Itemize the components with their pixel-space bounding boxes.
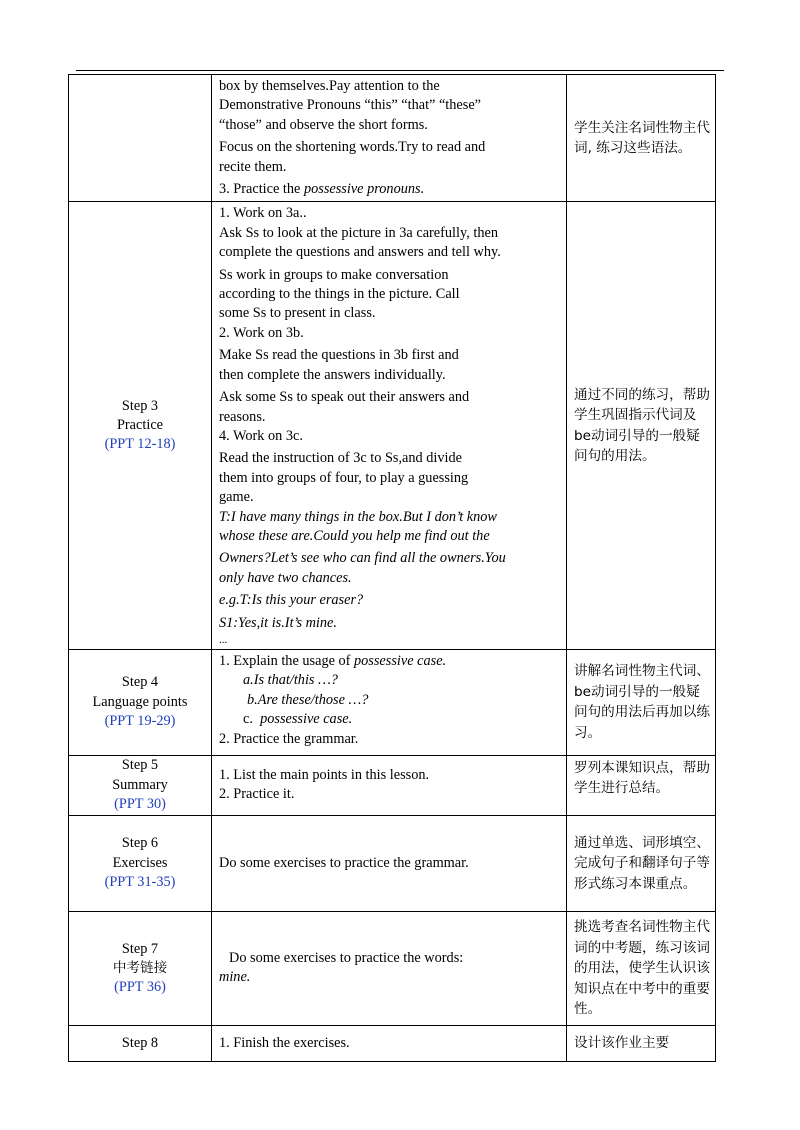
activity-line: some Ss to present in class. xyxy=(219,305,376,322)
activity-line: 1. List the main points in this lesson. xyxy=(219,767,430,784)
activity-line: game. xyxy=(219,489,254,506)
note-text: 挑选考查名词性物主代词的中考题，练习该词的用法，使学生认识该知识点在中考中的重要性。 xyxy=(574,919,710,1018)
note-text: 设计该作业主要 xyxy=(574,1035,670,1052)
activity-line: 1. Finish the exercises. xyxy=(219,1034,350,1051)
step-cell xyxy=(69,815,212,911)
activity-line: complete the questions and answers and tell why. xyxy=(219,244,501,261)
ppt-reference: (PPT 19-29) xyxy=(104,713,176,730)
activity-line: Ss work in groups to make conversation xyxy=(219,266,449,283)
activity-line: Read the instruction of 3c to Ss,and divide xyxy=(219,450,463,467)
activity-line: S1:Yes,it is.It’s mine. xyxy=(219,614,337,631)
activity-line: Owners?Let’s see who can find all the owners.You xyxy=(219,550,506,567)
activity-line: reasons. xyxy=(219,408,266,425)
table-row xyxy=(69,75,716,202)
activity-line: according to the things in the picture. Call xyxy=(219,286,460,303)
note-text: 罗列本课知识点，帮助学生进行总结。 xyxy=(574,759,710,797)
lesson-plan-table xyxy=(68,74,716,1062)
step-cell xyxy=(69,755,212,815)
activity-line: Focus on the shortening words.Try to read and xyxy=(219,139,486,156)
activity-line: 4. Work on 3c. xyxy=(219,427,303,444)
ppt-reference: (PPT 30) xyxy=(114,796,166,813)
table-row xyxy=(69,911,716,1025)
note-text: 讲解名词性物主代词、be动词引导的一般疑问句的用法后再加以练习。 xyxy=(574,663,710,741)
step-number: Step 7 xyxy=(121,940,159,957)
activity-line: 3. Practice the possessive pronouns. xyxy=(219,181,425,198)
activity-line: T:I have many things in the box.But I don’t know xyxy=(219,508,497,525)
note-cell xyxy=(567,911,716,1025)
activity-cell xyxy=(212,815,567,911)
activity-line: ... xyxy=(219,633,228,646)
activity-line: c. possessive case. xyxy=(243,711,353,728)
activity-line: box by themselves.Pay attention to the xyxy=(219,78,440,94)
step-cell xyxy=(69,1025,212,1061)
activity-cell xyxy=(212,75,567,202)
note-cell xyxy=(567,755,716,815)
step-number: Step 3 xyxy=(121,397,159,414)
activity-line: e.g.T:Is this your eraser? xyxy=(219,592,364,609)
activity-line: only have two chances. xyxy=(219,569,352,586)
step-cell xyxy=(69,911,212,1025)
activity-line: 1. Work on 3a.. xyxy=(219,205,307,222)
note-cell xyxy=(567,815,716,911)
activity-line: b.Are these/those …? xyxy=(247,691,369,708)
activity-cell xyxy=(212,1025,567,1061)
step-number: Step 5 xyxy=(121,757,159,774)
note-cell xyxy=(567,1025,716,1061)
activity-cell xyxy=(212,649,567,755)
activity-line: then complete the answers individually. xyxy=(219,366,446,383)
table-row xyxy=(69,815,716,911)
note-cell xyxy=(567,75,716,202)
table-row xyxy=(69,202,716,650)
note-cell xyxy=(567,649,716,755)
activity-cell xyxy=(212,202,567,650)
step-cell xyxy=(69,202,212,650)
activity-line: 1. Explain the usage of possessive case. xyxy=(219,652,447,669)
activity-line: “those” and observe the short forms. xyxy=(219,116,428,133)
activity-line: whose these are.Could you help me find out the xyxy=(219,527,490,544)
activity-line: Make Ss read the questions in 3b first and xyxy=(219,347,459,364)
ppt-reference: (PPT 36) xyxy=(114,978,166,995)
note-cell xyxy=(567,202,716,650)
step-title: 中考链接 xyxy=(112,959,168,976)
table-row xyxy=(69,649,716,755)
ppt-reference: (PPT 12-18) xyxy=(104,436,176,453)
activity-line: Ask Ss to look at the picture in 3a carefully, then xyxy=(219,224,498,241)
activity-line: Ask some Ss to speak out their answers and xyxy=(219,389,470,406)
step-number: Step 6 xyxy=(121,835,159,852)
note-text: 通过单选、词形填空、完成句子和翻译句子等形式练习本课重点。 xyxy=(574,834,710,892)
activity-cell xyxy=(212,755,567,815)
step-cell xyxy=(69,75,212,202)
step-title: Practice xyxy=(116,417,164,433)
activity-line: 2. Practice it. xyxy=(219,786,295,803)
activity-line: a.Is that/this …? xyxy=(243,672,338,689)
note-text: 通过不同的练习，帮助学生巩固指示代词及be动词引导的一般疑问句的用法。 xyxy=(574,386,710,465)
table-row xyxy=(69,755,716,815)
ppt-reference: (PPT 31-35) xyxy=(104,874,176,891)
step-title: Exercises xyxy=(112,854,168,871)
activity-line: 2. Practice the grammar. xyxy=(219,730,359,747)
activity-line: 2. Work on 3b. xyxy=(219,324,304,341)
step-cell xyxy=(69,649,212,755)
step-number: Step 8 xyxy=(121,1034,159,1051)
note-text: 学生关注名词性物主代词, 练习这些语法。 xyxy=(574,119,710,157)
activity-line: mine. xyxy=(219,969,251,986)
activity-line: recite them. xyxy=(219,158,287,175)
step-title: Language points xyxy=(92,693,188,710)
activity-line: Do some exercises to practice the grammar. xyxy=(219,854,469,871)
activity-line: them into groups of four, to play a guessing xyxy=(219,469,469,486)
activity-line: Demonstrative Pronouns “this” “that” “these” xyxy=(219,97,482,114)
step-title: Summary xyxy=(112,776,168,793)
step-number: Step 4 xyxy=(121,674,159,691)
activity-cell xyxy=(212,911,567,1025)
table-row xyxy=(69,1025,716,1061)
activity-line: Do some exercises to practice the words: xyxy=(229,950,464,967)
header-rule xyxy=(76,70,724,71)
